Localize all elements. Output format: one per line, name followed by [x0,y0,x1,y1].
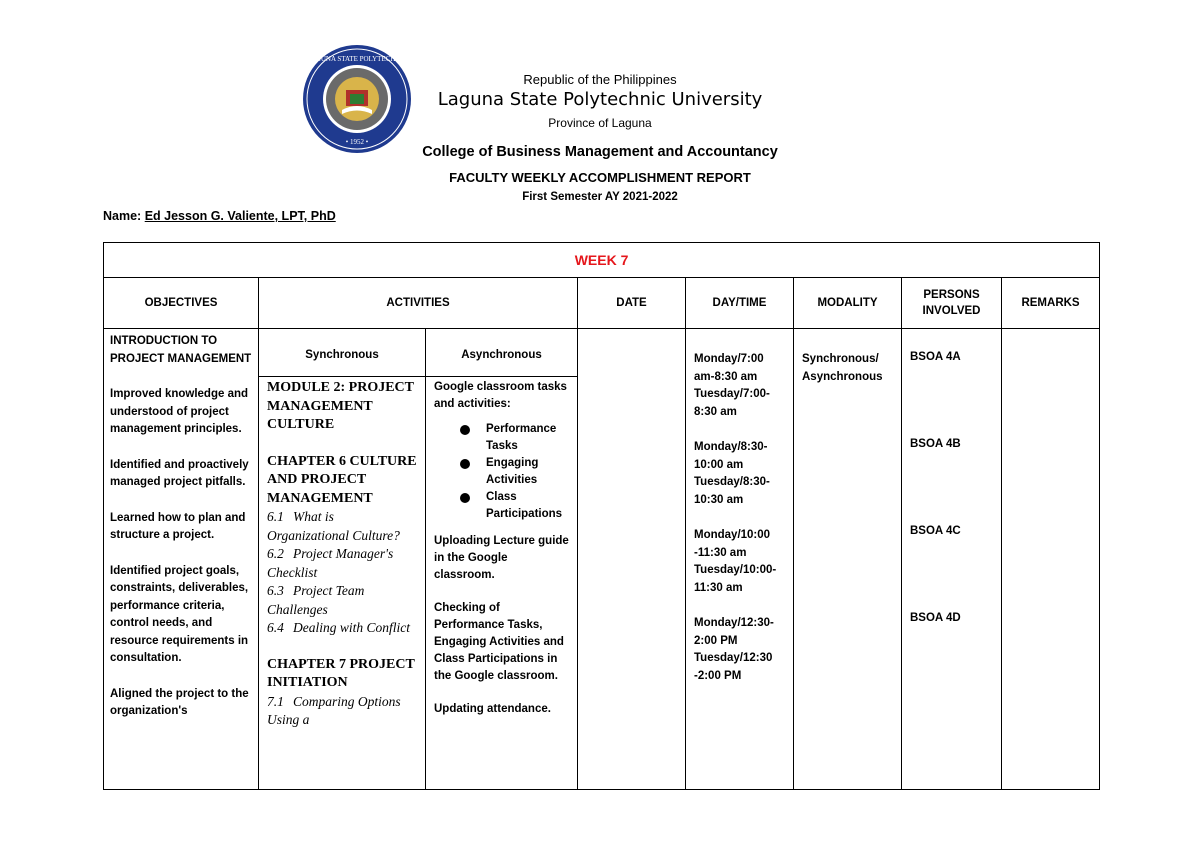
col-daytime: DAY/TIME [686,278,794,329]
topic-item: 6.3 Project Team Challenges [267,583,365,617]
col-persons-line1: PERSONS [923,289,980,301]
async-attendance-text: Updating attendance. [434,703,551,715]
col-modality: MODALITY [794,278,902,329]
col-date: DATE [578,278,686,329]
header-university: Laguna State Polytechnic University [437,89,763,110]
section-label: BSOA 4C [910,525,961,537]
module-title: MODULE 2: PROJECT MANAGEMENT CULTURE [267,380,414,432]
async-intro: Google classroom tasks and activities: [434,381,567,410]
objective-item: Learned how to plan and structure a project. [110,511,246,541]
section-label: BSOA 4D [910,612,961,624]
schedule-item: Monday/12:30-2:00 PM Tuesday/12:30 -2:00 PM [694,617,774,682]
col-persons [902,278,1002,329]
schedule-item: Monday/7:00 am-8:30 am Tuesday/7:00-8:30 am [694,353,770,418]
list-item: Performance Tasks [458,421,571,455]
col-activities: ACTIVITIES [259,278,578,329]
header-republic: Republic of the Philippines [523,72,677,87]
topic-item: 6.1 What is Organizational Culture? [267,509,400,543]
header-college: College of Business Management and Accountancy [422,144,778,160]
daytime-cell [686,329,794,790]
date-cell [578,329,686,790]
synchronous-cell [259,329,426,790]
async-bullet-list [434,421,571,523]
chapter-6-title: CHAPTER 6 CULTURE AND PROJECT MANAGEMENT [267,453,417,506]
objectives-cell [104,329,259,790]
schedule-item: Monday/10:00 -11:30 am Tuesday/10:00-11:30 am [694,529,777,594]
remarks-cell [1002,329,1100,790]
col-remarks: REMARKS [1002,278,1100,329]
bullet-icon [460,459,470,469]
svg-text:• 1952 •: • 1952 • [345,138,369,146]
list-item: Engaging Activities [458,455,571,489]
section-label: BSOA 4A [910,351,961,363]
objective-item: Identified project goals, constraints, deliverables, performance criteria, control needs, and resource requirements in consultation. [110,564,249,664]
async-checking-text: Checking of Performance Tasks, Engaging Activities and Class Participations in the Google classroom. [434,602,564,682]
accomplishment-table [103,242,1100,790]
asynchronous-cell [426,329,578,790]
topic-item: 6.2 Project Manager's Checklist [267,546,394,580]
topic-item: 7.1 Comparing Options Using a [267,693,401,727]
faculty-name: Ed Jesson G. Valiente, LPT, PhD [144,209,336,223]
semester-label: First Semester AY 2021-2022 [522,191,678,203]
report-title: FACULTY WEEKLY ACCOMPLISHMENT REPORT [449,170,751,185]
week-label: WEEK 7 [104,243,1100,278]
col-objectives: OBJECTIVES [104,278,259,329]
schedule-item: Monday/8:30-10:00 am Tuesday/8:30-10:30 am [694,441,770,506]
faculty-name-line [103,209,336,223]
topic-item: 6.4 Dealing with Conflict [267,620,410,635]
persons-cell [902,329,1002,790]
bullet-icon [460,493,470,503]
name-label: Name: [103,209,142,223]
chapter-7-title: CHAPTER 7 PROJECT INITIATION [267,656,415,690]
bullet-icon [460,425,470,435]
objective-item: Identified and proactively managed project pitfalls. [110,458,249,488]
section-label: BSOA 4B [910,438,961,450]
modality-value: Synchronous/ Asynchronous [802,353,883,383]
objective-item: Aligned the project to the organization's [110,687,249,717]
header-province: Province of Laguna [548,116,652,130]
asynchronous-heading: Asynchronous [426,329,577,377]
list-item: Class Participations [458,489,571,523]
objective-item: INTRODUCTION TO PROJECT MANAGEMENT [110,335,252,365]
async-upload-text: Uploading Lecture guide in the Google classroom. [434,535,569,581]
svg-text:LAGUNA STATE POLYTECHNIC: LAGUNA STATE POLYTECHNIC [306,55,408,63]
col-persons-line2: INVOLVED [922,305,981,317]
synchronous-heading: Synchronous [259,329,425,377]
modality-cell [794,329,902,790]
objective-item: Improved knowledge and understood of project management principles. [110,388,249,435]
